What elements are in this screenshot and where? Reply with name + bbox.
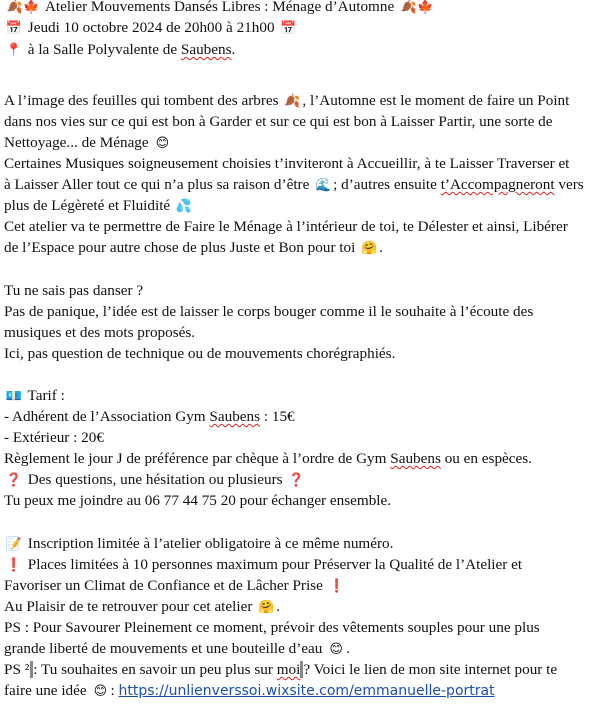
droplets-icon: 💦: [175, 199, 193, 214]
money-icon: 💶: [5, 389, 23, 404]
intro-text: de l’Espace pour autre chose de plus Juste et Bon pour toi: [4, 239, 356, 256]
intro-line-2: dans nos vies sur ce qui est bon à Garder et sur ce qui est bon à Laisser Partir, une sorte de: [4, 113, 553, 130]
intro-line-8: [4, 237, 383, 258]
tarif-text: ou en espèces.: [440, 450, 532, 467]
intro-text: vers: [554, 176, 584, 193]
intro-line-4: Certaines Musiques soigneusement choisies t’inviteront à Accueillir, à te Laisser Traverser et: [4, 155, 570, 172]
inscription-text: :: [110, 682, 119, 699]
inscription-line-5: PS : Pour Savourer Pleinement ce moment, prévoir des vêtements souples pour une plus: [4, 619, 540, 636]
place-line: [4, 39, 235, 60]
intro-text: , l’Automne est le moment de faire un Point: [302, 92, 570, 109]
intro-text: ; d’autres ensuite: [333, 176, 441, 193]
intro-text: t’Accompagneront: [440, 176, 555, 193]
questions-line: [4, 469, 306, 490]
inscription-line-6: [4, 638, 350, 659]
dance-line-3: musiques et des mots proposés.: [4, 324, 196, 341]
intro-line-5: [4, 174, 584, 195]
inscription-text: ? Voici le lien de mon site internet pour te: [303, 661, 558, 678]
hug-icon: 🤗: [258, 600, 275, 615]
tarif-text: Saubens: [209, 408, 261, 425]
inscription-line-2: [4, 554, 522, 575]
tarif-text: : 15€: [260, 408, 295, 425]
event-title: Atelier Mouvements Dansés Libres : Ménage d’Automne: [44, 0, 395, 15]
intro-line-6: [4, 195, 194, 216]
inscription-line-7: [4, 659, 557, 680]
calendar-icon: 📅: [5, 21, 23, 36]
tarif-text: Règlement le jour J de préférence par chèque à l’ordre de Gym: [4, 450, 391, 467]
tarif-exterieur: - Extérieur : 20€: [4, 429, 104, 446]
date-line: [4, 17, 298, 38]
intro-line-3: [4, 132, 172, 153]
intro-text: A l’image des feuilles qui tombent des arbres: [4, 92, 279, 109]
water-wave-icon: 🌊: [315, 178, 332, 193]
inscription-line-3: [4, 575, 347, 596]
event-date: Jeudi 10 octobre 2024 de 20h00 à 21h00: [27, 19, 275, 36]
inscription-text: faire une idée: [4, 682, 87, 699]
dance-line-2: Pas de panique, l’idée est de laisser le corps bouger comme il le souhaite à l’écoute des: [4, 303, 534, 320]
hug-icon: 🤗: [361, 241, 378, 256]
inscription-line-8: [4, 680, 495, 701]
intro-text: .: [379, 239, 383, 256]
tarif-text: Saubens: [390, 450, 441, 467]
tarif-label: Tarif :: [27, 387, 65, 404]
questions-text: Des questions, une hésitation ou plusieurs: [27, 471, 283, 488]
place-prefix: à la Salle Polyvalente de: [27, 41, 181, 58]
inscription-text: grande liberté de mouvements et une bouteille d’eau: [4, 640, 323, 657]
tarif-text: - Adhérent de l’Association Gym: [4, 408, 210, 425]
phone-line: Tu peux me joindre au 06 77 44 75 20 pour échanger ensemble.: [4, 492, 392, 509]
inscription-line-4: [4, 596, 280, 617]
inscription-text: moi: [277, 661, 304, 678]
smile-icon: 😊: [93, 684, 108, 699]
tarif-adherent: [4, 406, 295, 427]
intro-text: à Laisser Aller tout ce qui n’a plus sa raison d’être: [4, 176, 310, 193]
inscription-text: .: [346, 640, 350, 657]
inscription-text: Inscription limitée à l’atelier obligatoire à ce même numéro.: [27, 535, 394, 552]
leaf-icon: 🍂: [284, 94, 301, 109]
intro-text: plus de Légèreté et Fluidité: [4, 197, 171, 214]
leaves-icon: 🍂🍁: [6, 0, 40, 15]
tarif-heading: [4, 385, 65, 406]
inscription-text: Favoriser un Climat de Confiance et de Lâcher Prise: [4, 577, 323, 594]
dance-line-1: Tu ne sais pas danser ?: [4, 282, 144, 299]
portfolio-link[interactable]: https://unlienverssoi.wixsite.com/emmanuelle-portrat: [118, 683, 495, 699]
calendar-icon: 📅: [280, 21, 297, 36]
intro-line-7: Cet atelier va te permettre de Faire le Ménage à l’intérieur de toi, te Délester et ainsi, Libérer: [4, 218, 568, 235]
smile-icon: 😊: [329, 642, 343, 657]
tarif-reglement: [4, 448, 532, 469]
exclamation-icon: ❗: [5, 558, 23, 573]
inscription-text: Places limitées à 10 personnes maximum pour Préserver la Qualité de l’Atelier et: [27, 556, 523, 573]
question-icon: ❓: [288, 473, 305, 488]
place-name: Saubens: [180, 41, 232, 58]
question-icon: ❓: [5, 473, 23, 488]
header-title-line: [4, 0, 436, 17]
smile-icon: 😊: [155, 136, 170, 151]
dance-line-4: Ici, pas question de technique ou de mouvements chorégraphiés.: [4, 345, 396, 362]
inscription-text: .: [276, 598, 280, 615]
pin-icon: 📍: [5, 43, 23, 58]
inscription-text: : Tu souhaites en savoir un peu plus sur: [33, 661, 277, 678]
intro-line-1: [4, 90, 569, 111]
superscript-two: ²: [25, 661, 34, 678]
inscription-text: Au Plaisir de te retrouver pour cet atelier: [4, 598, 253, 615]
place-suffix: .: [231, 41, 236, 58]
intro-text: Nettoyage... de Ménage: [4, 134, 149, 151]
inscription-line-1: [4, 533, 393, 554]
memo-icon: 📝: [5, 537, 23, 552]
exclamation-icon: ❗: [328, 579, 345, 594]
leaves-icon: 🍂🍁: [400, 0, 434, 15]
inscription-text: PS: [4, 661, 25, 678]
